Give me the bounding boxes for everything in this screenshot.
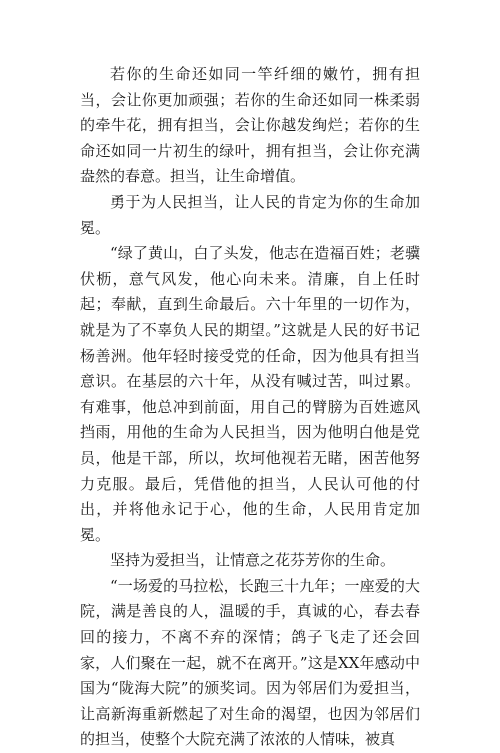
paragraph-5: “一场爱的马拉松，长跑三十九年；一座爱的大院，满是善良的人，温暖的手，真诚的心，春去春回的接力，不离不弃的深情；鸽子飞走了还会回家，人们聚在一起，就不在离开。”这是XX年感动中国为“陇海大院”的颁奖词。因为邻居们为爱担当，让高新海重新燃起了对生命的渴望，也因为邻居们的担当，使整个大院充满了浓浓的人情味，被真 [80, 576, 420, 749]
document-body [80, 62, 420, 753]
paragraph-4: 坚持为爱担当，让情意之花芬芳你的生命。 [110, 551, 396, 570]
paragraph-3: “绿了黄山，白了头发，他志在造福百姓；老骥伏枥，意气风发，他心向未来。清廉，自上任时起；奉献，直到生命最后。六十年里的一切作为，就是为了不辜负人民的期望。”这就是人民的好书记杨善洲。他年轻时接受党的任命，因为他具有担当意识。在基层的六十年，从没有喊过苦，叫过累。有难事，他总冲到前面，用自己的臂膀为百姓遮风挡雨，用他的生命为人民担当，因为他明白他是党员，他是干部，所以，坎坷他视若无睹，困苦他努力克服。最后，凭借他的担当，人民认可他的付出，并将他永记于心，他的生命，人民用肯定加冕。 [80, 244, 420, 544]
paragraph-2: 勇于为人民担当，让人民的肯定为你的生命加冕。 [80, 192, 420, 237]
paragraph-1: 若你的生命还如同一竿纤细的嫩竹，拥有担当，会让你更加顽强；若你的生命还如同一株柔弱的牵牛花，拥有担当，会让你越发绚烂；若你的生命还如同一片初生的绿叶，拥有担当，会让你充满盎然的春意。担当，让生命增值。 [80, 65, 420, 186]
